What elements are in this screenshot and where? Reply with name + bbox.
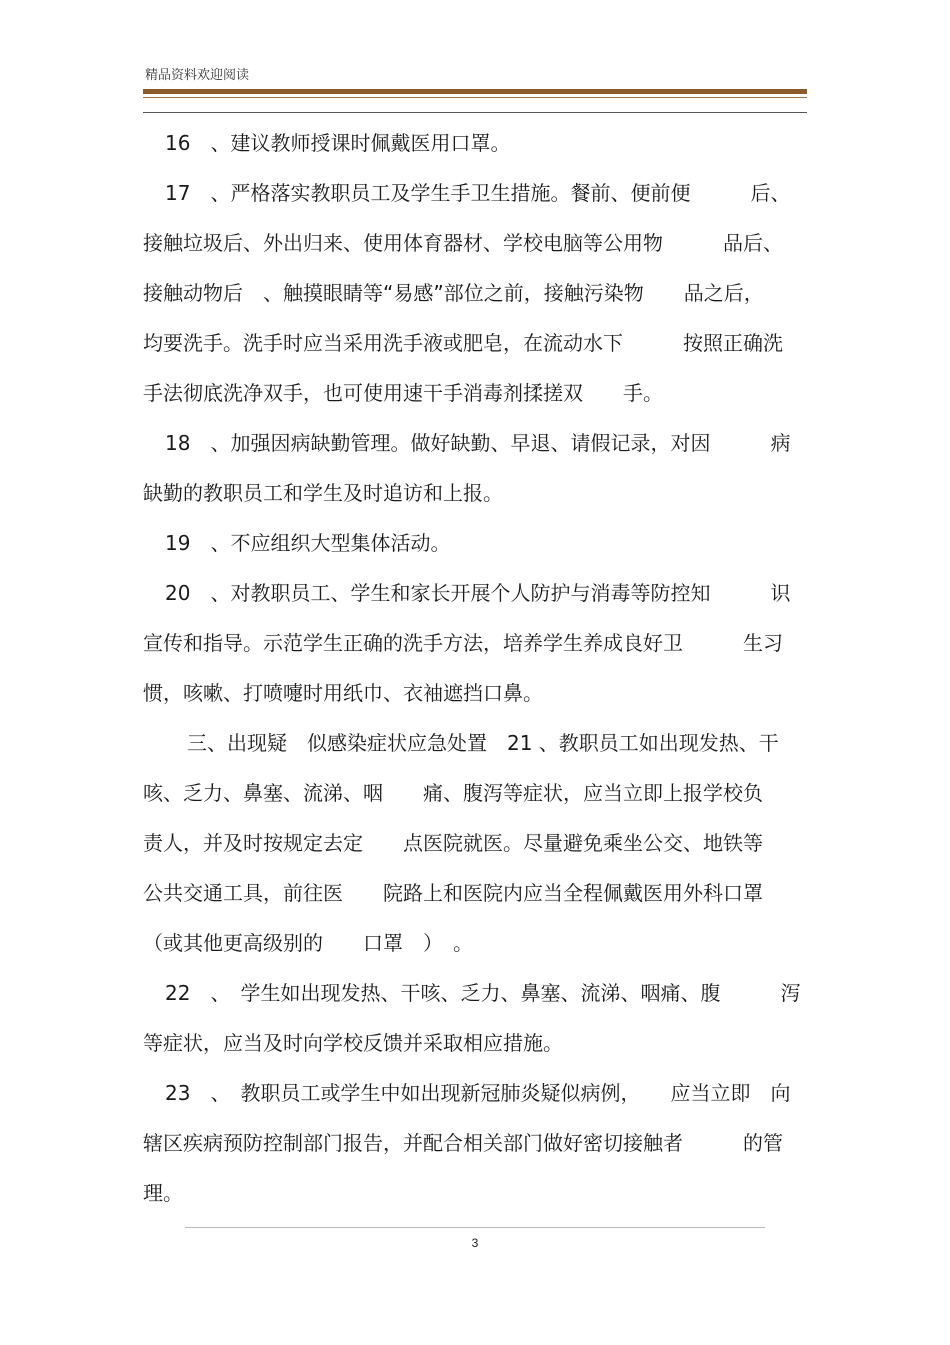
body-line: 20 、对教职员工、学生和家长开展个人防护与消毒等防控知 识 bbox=[165, 581, 791, 605]
body-line: 公共交通工具，前往医 院路上和医院内应当全程佩戴医用外科口罩 bbox=[143, 881, 763, 905]
body-line: 接触动物后 、触摸眼睛等“易感”部位之前，接触污染物 品之后， bbox=[143, 281, 764, 305]
body-line: 均要洗手。洗手时应当采用洗手液或肥皂，在流动水下 按照正确洗 bbox=[143, 331, 783, 355]
body-line: 19 、不应组织大型集体活动。 bbox=[165, 531, 451, 555]
body-line: 23 、 教职员工或学生中如出现新冠肺炎疑似病例， 应当立即 向 bbox=[165, 1081, 791, 1105]
header-rule-thick bbox=[143, 89, 807, 94]
body-line: 接触垃圾后、外出归来、使用体育器材、学校电脑等公用物 品后、 bbox=[143, 231, 783, 255]
body-line: 辖区疾病预防控制部门报告，并配合相关部门做好密切接触者 的管 bbox=[143, 1131, 783, 1155]
body-line: 宣传和指导。示范学生正确的洗手方法，培养学生养成良好卫 生习 bbox=[143, 631, 783, 655]
header-title: 精品资料欢迎阅读 bbox=[145, 68, 250, 83]
body-line: 手法彻底洗净双手，也可使用速干手消毒剂揉搓双 手。 bbox=[143, 381, 663, 405]
body-line: 缺勤的教职员工和学生及时追访和上报。 bbox=[143, 481, 503, 505]
body-line: 责人，并及时按规定去定 点医院就医。尽量避免乘坐公交、地铁等 bbox=[143, 831, 763, 855]
section-heading-line: 三、出现疑 似感染症状应急处置 21 、教职员工如出现发热、干 bbox=[187, 731, 779, 755]
body-line: 18 、加强因病缺勤管理。做好缺勤、早退、请假记录，对因 病 bbox=[165, 431, 791, 455]
footer-rule bbox=[185, 1227, 765, 1228]
body-line: 22 、 学生如出现发热、干咳、乏力、鼻塞、流涕、咽痛、腹 泻 bbox=[165, 981, 801, 1005]
body-line: 16 、建议教师授课时佩戴医用口罩。 bbox=[165, 131, 511, 155]
body-line: 等症状，应当及时向学校反馈并采取相应措施。 bbox=[143, 1031, 563, 1055]
body-line: 惯，咳嗽、打喷嚏时用纸巾、衣袖遮挡口鼻。 bbox=[143, 681, 543, 705]
header-rule-thin bbox=[143, 97, 807, 98]
body-line: 17 、严格落实教职员工及学生手卫生措施。餐前、便前便 后、 bbox=[165, 181, 791, 205]
body-line: 理。 bbox=[143, 1181, 183, 1205]
body-line: （或其他更高级别的 口罩 ） 。 bbox=[143, 931, 473, 955]
page-number: 3 bbox=[471, 1236, 479, 1250]
body-line: 咳、乏力、鼻塞、流涕、咽 痛、腹泻等症状，应当立即上报学校负 bbox=[143, 781, 763, 805]
header-rule-bottom bbox=[143, 112, 807, 113]
